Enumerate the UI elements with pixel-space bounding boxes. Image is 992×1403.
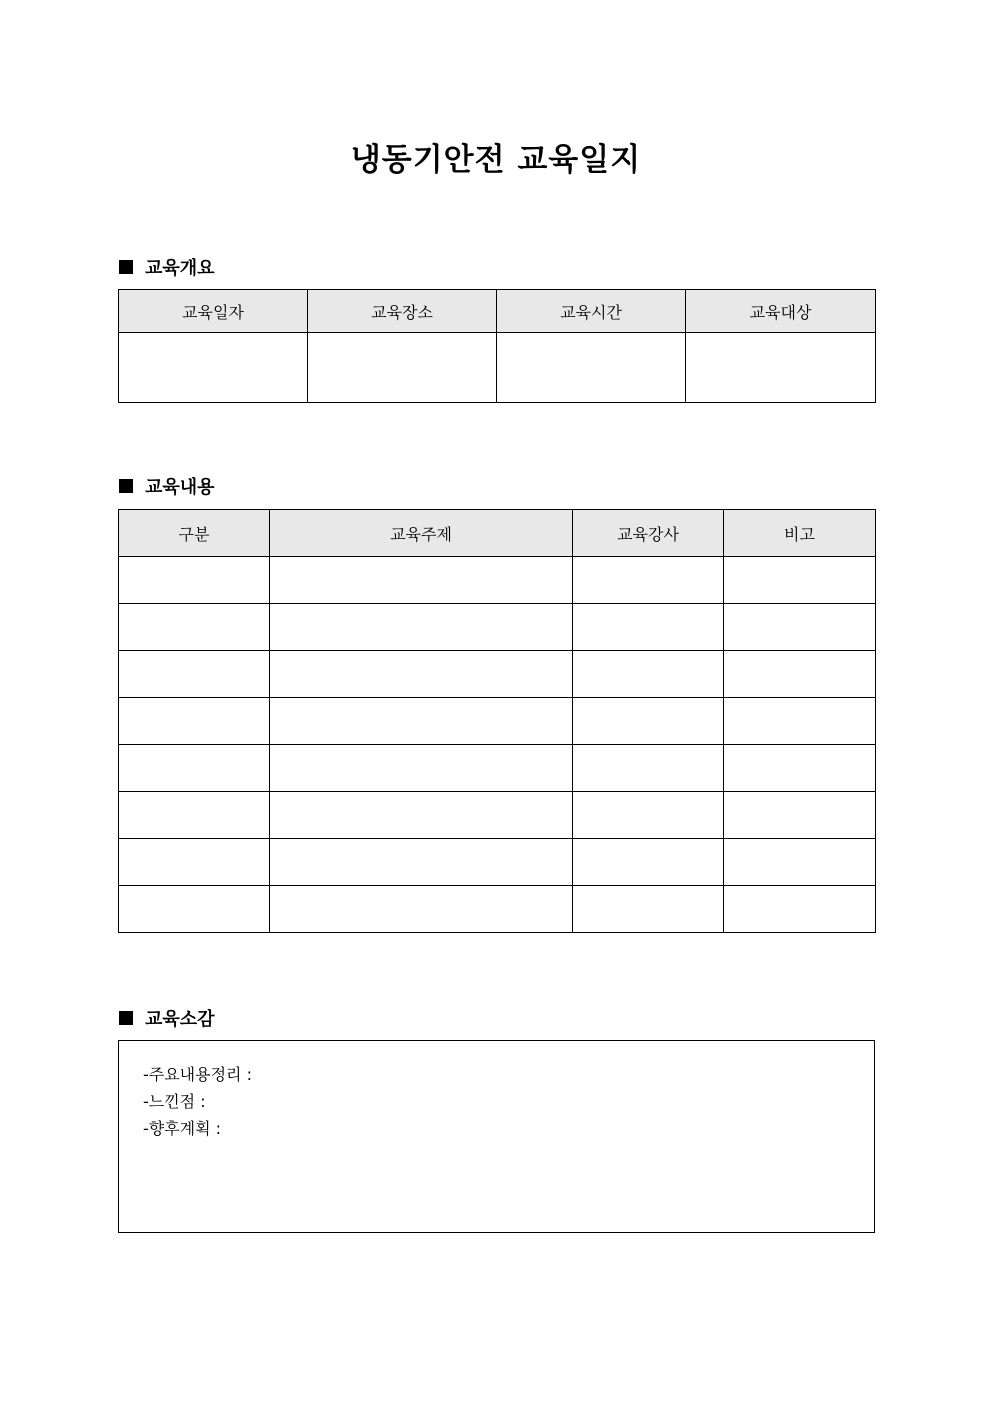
section-heading-overview: [119, 254, 215, 280]
section-heading-content: [119, 473, 215, 499]
overview-header-row: [119, 290, 876, 333]
education-time-cell[interactable]: [497, 333, 686, 403]
instructor-cell[interactable]: [573, 557, 724, 604]
instructor-cell[interactable]: [573, 698, 724, 745]
category-cell[interactable]: [119, 745, 270, 792]
overview-table: [118, 289, 876, 403]
impression-line-summary: -주요내용정리 :: [143, 1065, 252, 1084]
overview-value-row: [119, 333, 876, 403]
category-cell[interactable]: [119, 886, 270, 933]
category-cell[interactable]: [119, 839, 270, 886]
topic-cell[interactable]: [270, 745, 573, 792]
instructor-cell[interactable]: [573, 839, 724, 886]
header-instructor: 교육강사: [573, 510, 724, 557]
instructor-cell[interactable]: [573, 604, 724, 651]
instructor-cell[interactable]: [573, 886, 724, 933]
table-row: [119, 839, 876, 886]
table-row: [119, 557, 876, 604]
header-category: 구분: [119, 510, 270, 557]
topic-cell[interactable]: [270, 886, 573, 933]
section-heading-label: 교육내용: [145, 477, 215, 498]
table-row: [119, 698, 876, 745]
table-row: [119, 792, 876, 839]
note-cell[interactable]: [724, 698, 876, 745]
education-target-cell[interactable]: [686, 333, 876, 403]
topic-cell[interactable]: [270, 698, 573, 745]
table-row: [119, 604, 876, 651]
impressions-box[interactable]: [118, 1040, 875, 1233]
impression-line-plans: -향후계획 :: [143, 1119, 222, 1138]
content-header-row: [119, 510, 876, 557]
header-education-target: 교육대상: [686, 290, 876, 333]
category-cell[interactable]: [119, 557, 270, 604]
black-square-icon: [119, 260, 133, 274]
education-place-cell[interactable]: [308, 333, 497, 403]
category-cell[interactable]: [119, 651, 270, 698]
topic-cell[interactable]: [270, 792, 573, 839]
note-cell[interactable]: [724, 651, 876, 698]
instructor-cell[interactable]: [573, 745, 724, 792]
section-heading-label: 교육소감: [145, 1009, 215, 1030]
note-cell[interactable]: [724, 604, 876, 651]
note-cell[interactable]: [724, 839, 876, 886]
table-row: [119, 886, 876, 933]
topic-cell[interactable]: [270, 651, 573, 698]
category-cell[interactable]: [119, 604, 270, 651]
note-cell[interactable]: [724, 792, 876, 839]
header-education-date: 교육일자: [119, 290, 308, 333]
topic-cell[interactable]: [270, 557, 573, 604]
header-note: 비고: [724, 510, 876, 557]
instructor-cell[interactable]: [573, 792, 724, 839]
impression-line-feelings: -느낀점 :: [143, 1092, 206, 1111]
education-date-cell[interactable]: [119, 333, 308, 403]
section-heading-impressions: [119, 1005, 215, 1031]
topic-cell[interactable]: [270, 839, 573, 886]
category-cell[interactable]: [119, 792, 270, 839]
topic-cell[interactable]: [270, 604, 573, 651]
note-cell[interactable]: [724, 745, 876, 792]
black-square-icon: [119, 1011, 133, 1025]
note-cell[interactable]: [724, 557, 876, 604]
instructor-cell[interactable]: [573, 651, 724, 698]
header-education-time: 교육시간: [497, 290, 686, 333]
document-title: 냉동기안전 교육일지: [350, 142, 642, 178]
black-square-icon: [119, 479, 133, 493]
table-row: [119, 745, 876, 792]
category-cell[interactable]: [119, 698, 270, 745]
header-topic: 교육주제: [270, 510, 573, 557]
note-cell[interactable]: [724, 886, 876, 933]
content-table: [118, 509, 876, 933]
header-education-place: 교육장소: [308, 290, 497, 333]
section-heading-label: 교육개요: [145, 258, 215, 279]
table-row: [119, 651, 876, 698]
